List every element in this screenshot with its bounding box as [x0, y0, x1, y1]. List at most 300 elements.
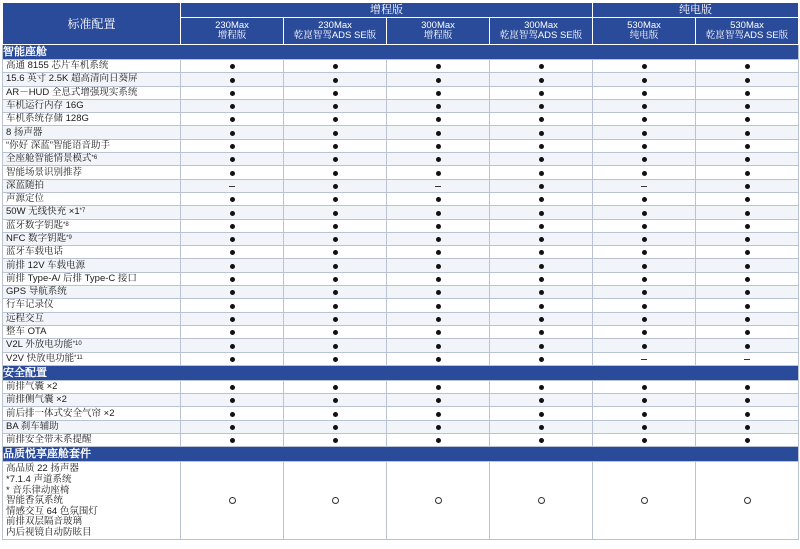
standard-mark-icon	[230, 317, 235, 322]
standard-mark-icon	[642, 385, 647, 390]
availability-cell	[490, 380, 593, 393]
availability-cell	[284, 339, 387, 352]
availability-cell	[387, 113, 490, 126]
variant-edition: 乾崑智驾ADS SE版	[705, 30, 789, 41]
availability-cell	[696, 259, 799, 272]
availability-cell	[696, 420, 799, 433]
footnote-ref: *7	[79, 208, 86, 215]
standard-mark-icon	[333, 117, 338, 122]
standard-mark-icon	[436, 131, 441, 136]
standard-mark-icon	[333, 157, 338, 162]
availability-cell	[387, 352, 490, 365]
availability-cell	[284, 232, 387, 245]
standard-mark-icon	[539, 357, 544, 362]
table-row	[3, 380, 799, 393]
availability-cell	[593, 179, 696, 192]
standard-mark-icon	[539, 330, 544, 335]
standard-mark-icon	[745, 197, 750, 202]
feature-name: 蓝牙数字钥匙	[6, 219, 64, 231]
availability-cell	[696, 73, 799, 86]
standard-mark-icon	[539, 171, 544, 176]
availability-cell	[284, 86, 387, 99]
standard-mark-icon	[333, 237, 338, 242]
availability-cell	[284, 99, 387, 112]
availability-cell	[593, 153, 696, 166]
standard-mark-icon	[230, 197, 235, 202]
standard-mark-icon	[745, 425, 750, 430]
availability-cell	[593, 380, 696, 393]
availability-cell	[284, 219, 387, 232]
availability-cell	[696, 434, 799, 447]
standard-mark-icon	[539, 224, 544, 229]
variant-edition: 增程版	[423, 30, 453, 41]
standard-mark-icon	[539, 425, 544, 430]
availability-cell	[593, 407, 696, 420]
availability-cell	[387, 73, 490, 86]
standard-mark-icon	[436, 117, 441, 122]
standard-mark-icon	[333, 330, 338, 335]
availability-cell	[387, 60, 490, 73]
availability-cell	[387, 166, 490, 179]
standard-mark-icon	[230, 224, 235, 229]
standard-mark-icon	[642, 304, 647, 309]
table-row	[3, 299, 799, 312]
standard-mark-icon	[230, 78, 235, 83]
availability-cell	[284, 192, 387, 205]
standard-mark-icon	[333, 78, 338, 83]
availability-cell	[593, 219, 696, 232]
feature-name: 15.6 英寸 2.5K 超高清向日葵屏	[6, 73, 138, 85]
availability-cell	[490, 126, 593, 139]
availability-cell	[593, 259, 696, 272]
table-row	[3, 339, 799, 352]
feature-name: 高通 8155 芯片车机系统	[6, 60, 109, 72]
feature-name: 声源定位	[6, 193, 45, 205]
footnote-ref: *6	[91, 155, 98, 162]
standard-mark-icon	[642, 197, 647, 202]
variant-model: 300Max	[524, 19, 558, 31]
feature-label	[3, 325, 181, 338]
availability-cell	[387, 139, 490, 152]
standard-mark-icon	[745, 277, 750, 282]
availability-cell	[696, 192, 799, 205]
standard-mark-icon	[333, 425, 338, 430]
standard-mark-icon	[436, 104, 441, 109]
standard-mark-icon	[539, 385, 544, 390]
feature-label	[3, 153, 181, 166]
table-row	[3, 420, 799, 433]
feature-name: 全座舱智能情景模式	[6, 153, 92, 165]
availability-cell	[284, 113, 387, 126]
standard-mark-icon	[436, 211, 441, 216]
feature-name: BA 刹车辅助	[6, 420, 59, 432]
standard-mark-icon	[333, 197, 338, 202]
availability-cell	[284, 434, 387, 447]
standard-mark-icon	[333, 131, 338, 136]
availability-cell	[181, 286, 284, 299]
feature-label	[3, 259, 181, 272]
standard-mark-icon	[539, 64, 544, 69]
section-header-row	[3, 45, 799, 60]
standard-mark-icon	[745, 157, 750, 162]
standard-mark-icon	[745, 78, 750, 83]
availability-cell	[490, 219, 593, 232]
feature-name: 智能场景识别推荐	[6, 166, 83, 178]
availability-cell	[284, 153, 387, 166]
availability-cell	[593, 246, 696, 259]
availability-cell	[387, 179, 490, 192]
availability-cell	[696, 99, 799, 112]
availability-cell	[387, 153, 490, 166]
availability-cell	[181, 99, 284, 112]
availability-cell	[284, 139, 387, 152]
availability-cell	[696, 139, 799, 152]
standard-mark-icon	[539, 157, 544, 162]
table-row	[3, 99, 799, 112]
standard-mark-icon	[333, 144, 338, 149]
feature-label	[3, 434, 181, 447]
standard-mark-icon	[436, 385, 441, 390]
package-item: 智能香氛系统	[6, 495, 64, 507]
standard-mark-icon	[230, 91, 235, 96]
availability-cell	[696, 166, 799, 179]
availability-cell	[490, 259, 593, 272]
feature-name: 50W 无线快充 ×1	[6, 206, 80, 218]
standard-mark-icon	[230, 304, 235, 309]
standard-mark-icon	[745, 344, 750, 349]
standard-mark-icon	[436, 412, 441, 417]
standard-mark-icon	[642, 425, 647, 430]
availability-cell	[490, 99, 593, 112]
variant-header	[696, 18, 799, 45]
availability-cell	[387, 232, 490, 245]
standard-mark-icon	[436, 237, 441, 242]
availability-cell	[181, 139, 284, 152]
standard-mark-icon	[230, 104, 235, 109]
spec-body	[3, 45, 799, 540]
standard-mark-icon	[642, 250, 647, 255]
table-row	[3, 192, 799, 205]
availability-cell	[490, 73, 593, 86]
availability-cell	[490, 139, 593, 152]
table-row	[3, 272, 799, 285]
feature-name: “你好 深蓝”智能语音助手	[6, 139, 110, 151]
standard-mark-icon	[539, 290, 544, 295]
standard-mark-icon	[539, 398, 544, 403]
standard-mark-icon	[230, 157, 235, 162]
standard-mark-icon	[230, 144, 235, 149]
availability-cell	[284, 407, 387, 420]
standard-mark-icon	[436, 197, 441, 202]
variant-header	[284, 18, 387, 45]
table-row	[3, 259, 799, 272]
standard-mark-icon	[642, 211, 647, 216]
feature-label	[3, 299, 181, 312]
standard-mark-icon	[230, 425, 235, 430]
standard-mark-icon	[436, 264, 441, 269]
standard-mark-icon	[642, 104, 647, 109]
standard-mark-icon	[230, 264, 235, 269]
availability-cell	[490, 272, 593, 285]
standard-mark-icon	[436, 91, 441, 96]
table-row	[3, 219, 799, 232]
table-row	[3, 179, 799, 192]
availability-cell	[490, 232, 593, 245]
availability-cell	[387, 462, 490, 540]
availability-cell	[593, 325, 696, 338]
availability-cell	[696, 352, 799, 365]
package-item: * 音乐律动座椅	[6, 484, 70, 496]
availability-cell	[696, 113, 799, 126]
availability-cell	[181, 206, 284, 219]
availability-cell	[490, 434, 593, 447]
availability-cell	[284, 420, 387, 433]
standard-mark-icon	[642, 398, 647, 403]
availability-cell	[490, 325, 593, 338]
standard-mark-icon	[745, 117, 750, 122]
availability-cell	[284, 299, 387, 312]
availability-cell	[181, 126, 284, 139]
availability-cell	[593, 286, 696, 299]
standard-mark-icon	[436, 425, 441, 430]
standard-mark-icon	[642, 412, 647, 417]
feature-name: 行车记录仪	[6, 299, 54, 311]
table-row	[3, 286, 799, 299]
standard-mark-icon	[436, 317, 441, 322]
standard-mark-icon	[539, 131, 544, 136]
feature-label	[3, 312, 181, 325]
availability-cell	[387, 219, 490, 232]
standard-mark-icon	[745, 171, 750, 176]
availability-cell	[490, 113, 593, 126]
table-row	[3, 166, 799, 179]
standard-mark-icon	[230, 277, 235, 282]
standard-mark-icon	[642, 330, 647, 335]
spec-table	[2, 2, 799, 540]
availability-cell	[284, 206, 387, 219]
availability-cell	[387, 192, 490, 205]
variant-header	[181, 18, 284, 45]
availability-cell	[696, 246, 799, 259]
standard-mark-icon	[745, 144, 750, 149]
availability-cell	[696, 394, 799, 407]
variant-edition: 乾崑智驾ADS SE版	[499, 30, 583, 41]
availability-cell	[387, 86, 490, 99]
availability-cell	[387, 246, 490, 259]
standard-mark-icon	[230, 117, 235, 122]
standard-mark-icon	[333, 184, 338, 189]
availability-cell	[696, 462, 799, 540]
availability-cell	[490, 299, 593, 312]
standard-mark-icon	[230, 237, 235, 242]
standard-mark-icon	[745, 385, 750, 390]
availability-cell	[593, 312, 696, 325]
feature-label	[3, 339, 181, 352]
feature-name: 前排气囊 ×2	[6, 380, 58, 392]
standard-mark-icon	[333, 398, 338, 403]
availability-cell	[181, 339, 284, 352]
availability-cell	[593, 462, 696, 540]
availability-cell	[181, 192, 284, 205]
standard-mark-icon	[539, 317, 544, 322]
optional-mark-icon	[641, 497, 648, 504]
table-row	[3, 394, 799, 407]
standard-mark-icon	[436, 344, 441, 349]
standard-mark-icon	[745, 304, 750, 309]
availability-cell	[696, 206, 799, 219]
availability-cell	[284, 60, 387, 73]
availability-cell	[490, 86, 593, 99]
standard-mark-icon	[642, 78, 647, 83]
availability-cell	[490, 192, 593, 205]
availability-cell	[181, 113, 284, 126]
package-item: 前排双层隔音玻璃	[6, 516, 83, 528]
availability-cell	[284, 286, 387, 299]
standard-mark-icon	[436, 304, 441, 309]
availability-cell	[181, 179, 284, 192]
table-row	[3, 352, 799, 365]
optional-mark-icon	[435, 497, 442, 504]
standard-mark-icon	[642, 277, 647, 282]
feature-label	[3, 286, 181, 299]
availability-cell	[387, 339, 490, 352]
variant-edition: 增程版	[217, 30, 247, 41]
availability-cell	[284, 126, 387, 139]
availability-cell	[696, 325, 799, 338]
standard-mark-icon	[230, 250, 235, 255]
availability-cell	[284, 312, 387, 325]
availability-cell	[696, 60, 799, 73]
standard-mark-icon	[539, 91, 544, 96]
footnote-ref: *11	[74, 354, 83, 361]
standard-mark-icon	[333, 357, 338, 362]
availability-cell	[490, 179, 593, 192]
standard-mark-icon	[539, 117, 544, 122]
availability-cell	[490, 166, 593, 179]
section-title: 品质悦享座舱套件	[3, 447, 799, 462]
standard-mark-icon	[230, 131, 235, 136]
availability-cell	[387, 259, 490, 272]
availability-cell	[593, 86, 696, 99]
standard-mark-icon	[539, 78, 544, 83]
availability-cell	[284, 380, 387, 393]
availability-cell	[593, 434, 696, 447]
feature-name: AR－HUD 全息式增强现实系统	[6, 86, 138, 98]
standard-mark-icon	[436, 157, 441, 162]
standard-mark-icon	[333, 104, 338, 109]
standard-mark-icon	[642, 224, 647, 229]
availability-cell	[490, 286, 593, 299]
availability-cell	[181, 352, 284, 365]
availability-cell	[284, 272, 387, 285]
table-row	[3, 325, 799, 338]
availability-cell	[181, 299, 284, 312]
availability-cell	[181, 60, 284, 73]
standard-mark-icon	[642, 264, 647, 269]
package-item: 内后视镜自动防眩目	[6, 526, 92, 538]
availability-cell	[387, 325, 490, 338]
feature-label	[3, 60, 181, 73]
availability-cell	[387, 272, 490, 285]
availability-cell	[387, 99, 490, 112]
availability-cell	[490, 407, 593, 420]
standard-mark-icon	[436, 144, 441, 149]
standard-mark-icon	[436, 398, 441, 403]
optional-mark-icon	[744, 497, 751, 504]
availability-cell	[696, 86, 799, 99]
standard-mark-icon	[436, 64, 441, 69]
optional-mark-icon	[332, 497, 339, 504]
availability-cell	[181, 246, 284, 259]
availability-cell	[181, 232, 284, 245]
standard-mark-icon	[745, 250, 750, 255]
feature-name: 前后排一体式安全气帘 ×2	[6, 407, 115, 419]
standard-mark-icon	[745, 237, 750, 242]
availability-cell	[593, 166, 696, 179]
standard-mark-icon	[642, 438, 647, 443]
feature-name: 前排安全带未系提醒	[6, 434, 92, 446]
availability-cell	[387, 206, 490, 219]
standard-mark-icon	[333, 264, 338, 269]
feature-label	[3, 219, 181, 232]
availability-cell	[696, 312, 799, 325]
standard-mark-icon	[642, 64, 647, 69]
availability-cell	[181, 462, 284, 540]
package-row	[3, 462, 799, 540]
variant-model: 230Max	[318, 19, 352, 31]
standard-mark-icon	[745, 211, 750, 216]
availability-cell	[593, 352, 696, 365]
table-row	[3, 86, 799, 99]
table-row	[3, 60, 799, 73]
table-row	[3, 246, 799, 259]
standard-mark-icon	[745, 104, 750, 109]
feature-label	[3, 139, 181, 152]
feature-name: 前排 Type-A/ 后排 Type-C 接口	[6, 272, 137, 284]
feature-label	[3, 232, 181, 245]
availability-cell	[181, 325, 284, 338]
standard-mark-icon	[539, 304, 544, 309]
standard-mark-icon	[230, 412, 235, 417]
variant-header	[387, 18, 490, 45]
standard-mark-icon	[436, 438, 441, 443]
variant-model: 230Max	[215, 19, 249, 31]
standard-mark-icon	[745, 64, 750, 69]
availability-cell	[181, 394, 284, 407]
standard-mark-icon	[642, 91, 647, 96]
standard-mark-icon	[436, 277, 441, 282]
table-row	[3, 153, 799, 166]
standard-mark-icon	[642, 317, 647, 322]
feature-label	[3, 246, 181, 259]
standard-mark-icon	[230, 438, 235, 443]
availability-cell	[387, 434, 490, 447]
availability-cell	[593, 126, 696, 139]
availability-cell	[490, 420, 593, 433]
availability-cell	[181, 73, 284, 86]
variant-model: 530Max	[730, 19, 764, 31]
availability-cell	[696, 219, 799, 232]
standard-mark-icon	[436, 290, 441, 295]
group-header-pure-electric: 纯电版	[593, 3, 799, 18]
availability-cell	[284, 352, 387, 365]
availability-cell	[696, 272, 799, 285]
standard-mark-icon	[230, 290, 235, 295]
standard-mark-icon	[333, 290, 338, 295]
standard-mark-icon	[539, 344, 544, 349]
standard-mark-icon	[745, 317, 750, 322]
availability-cell	[490, 394, 593, 407]
